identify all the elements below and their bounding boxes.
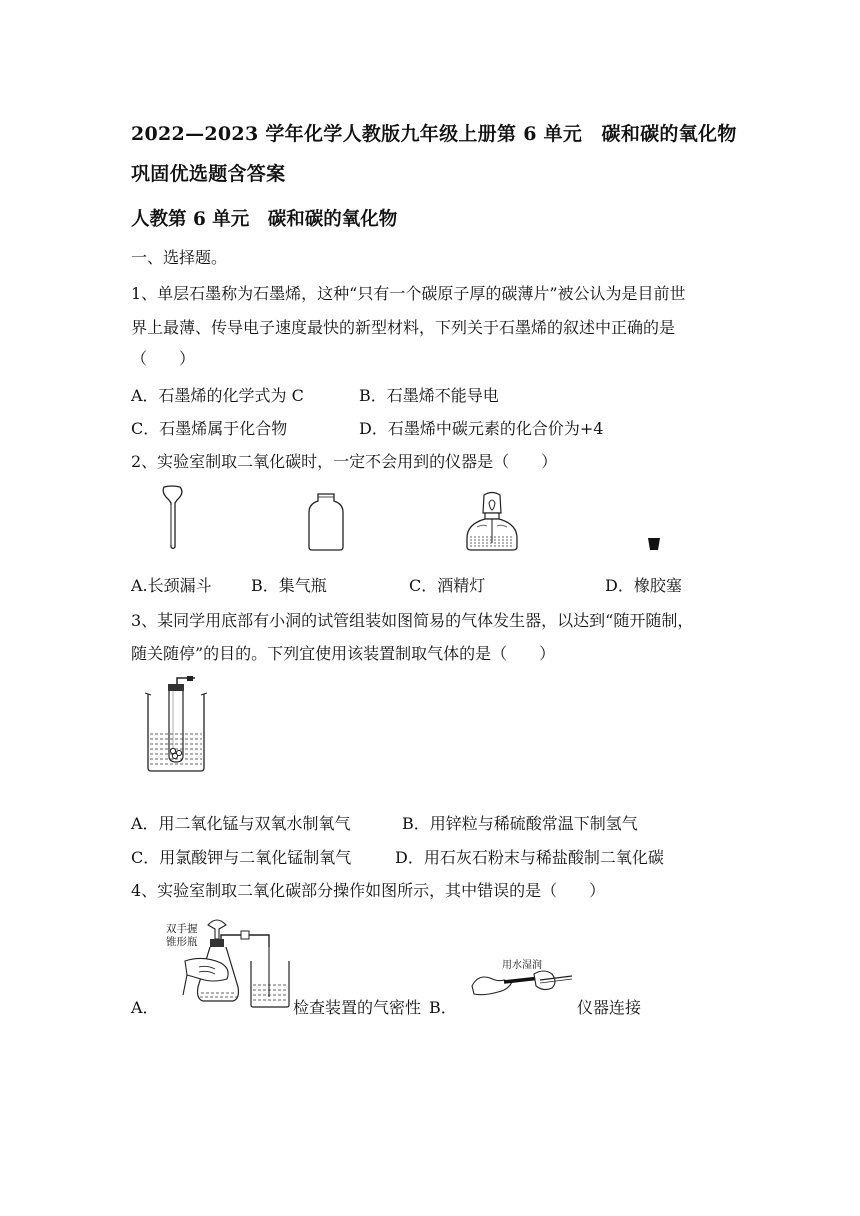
figure-a-caption-line1: 双手握 (166, 923, 198, 935)
figure-a-caption (166, 923, 198, 949)
q3-option-d: D．用石灰石粉末与稀盐酸制二氧化碳 (395, 848, 664, 867)
q3-option-b: B．用锌粒与稀硫酸常温下制氢气 (402, 814, 638, 833)
gas-collecting-bottle-figure (306, 492, 346, 552)
q3-option-c: C．用氯酸钾与二氧化锰制氧气 (131, 848, 352, 867)
q4-option-a-text: 检查装置的气密性 (293, 998, 422, 1017)
figure-a-caption-line2: 锥形瓶 (166, 936, 198, 948)
figure-b-caption: 用水湿润 (502, 960, 542, 971)
q2-stem: 2、实验室制取二氧化碳时，一定不会用到的仪器是（ ） (131, 452, 558, 471)
q3-option-a: A．用二氧化锰与双氧水制氧气 (131, 814, 351, 833)
q1-option-b: B．石墨烯不能导电 (359, 386, 499, 405)
long-neck-funnel-figure (155, 485, 191, 551)
q4-option-b-label: B． (429, 998, 457, 1017)
q2-option-a: A.长颈漏斗 (131, 576, 212, 595)
alcohol-lamp-figure (463, 491, 521, 553)
section-heading: 一、选择题。 (131, 248, 228, 267)
q1-option-d: D．石墨烯中碳元素的化合价为+4 (359, 419, 604, 438)
q4-stem: 4、实验室制取二氧化碳部分操作如图所示，其中错误的是（ ） (131, 881, 606, 900)
q3-stem-line1: 3、某同学用底部有小洞的试管组装如图简易的气体发生器，以达到“随开随制， (131, 611, 694, 630)
document-title-line2: 巩固优选题含答案 (131, 163, 286, 185)
q1-option-a: A．石墨烯的化学式为 C (131, 386, 304, 405)
q4-option-a-label: A． (131, 998, 159, 1017)
q1-answer-blank: （ ） (131, 349, 196, 368)
q2-option-b: B．集气瓶 (251, 576, 327, 595)
unit-subtitle: 人教第 6 单元 碳和碳的氧化物 (131, 209, 398, 230)
q1-stem-line2: 界上最薄、传导电子速度最快的新型材料，下列关于石墨烯的叙述中正确的是 (131, 318, 676, 337)
rubber-stopper-figure (646, 537, 662, 551)
q4-option-b-text: 仪器连接 (577, 998, 642, 1017)
q3-stem-line2: 随关随停”的目的。下列宜使用该装置制取气体的是（ ） (131, 644, 556, 663)
q1-stem-line1: 1、单层石墨称为石墨烯，这种“只有一个碳原子厚的碳薄片”被公认为是目前世 (131, 284, 686, 303)
document-title-line1: 2022—2023 学年化学人教版九年级上册第 6 单元 碳和碳的氧化物 (131, 123, 737, 145)
q2-option-c: C．酒精灯 (409, 576, 486, 595)
q1-option-c: C．石墨烯属于化合物 (131, 419, 288, 438)
q2-option-d: D．橡胶塞 (605, 576, 682, 595)
simple-gas-generator-figure (143, 676, 211, 774)
